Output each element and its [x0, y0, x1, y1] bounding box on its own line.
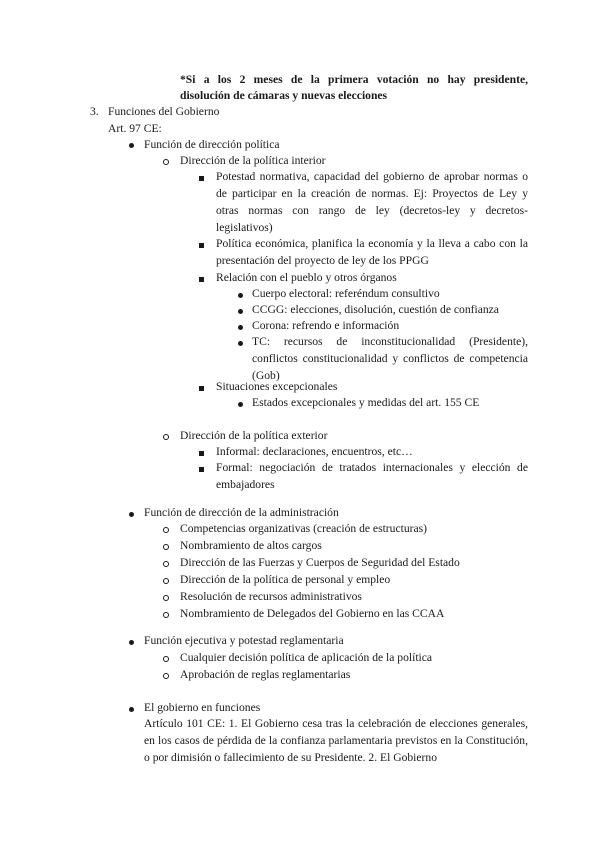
item-relacion: Relación con el pueblo y otros órganos — [216, 271, 397, 284]
bullet-dot-icon — [129, 512, 134, 517]
item-admin-1: Competencias organizativas (creación de estructuras) — [180, 522, 428, 535]
heading-en-funciones: El gobierno en funciones — [144, 701, 261, 714]
bullet-circle-icon — [163, 434, 169, 440]
item-tc: TC: recursos de inconstitucionalidad (Presidente), conflictos constitucionalidad y conflictos de competencia (Gob) — [252, 335, 528, 382]
item-formal: Formal: negociación de tratados internacionales y elección de embajadores — [216, 461, 528, 491]
section-number: 3. — [90, 105, 99, 118]
bullet-circle-icon — [163, 673, 169, 679]
bullet-dot-icon — [238, 309, 243, 314]
item-ejecutiva-1: Cualquier decisión política de aplicación de la política — [180, 651, 433, 664]
item-admin-6: Nombramiento de Delegados del Gobierno en las CCAA — [180, 607, 445, 620]
bullet-square-icon — [199, 386, 204, 391]
bullet-dot-icon — [238, 341, 243, 346]
bullet-square-icon — [199, 243, 204, 248]
bullet-circle-icon — [163, 612, 169, 618]
bullet-dot-icon — [129, 143, 134, 148]
bullet-square-icon — [199, 176, 204, 181]
item-politica-economica: Política económica, planifica la economía y la lleva a cabo con la presentación del proyecto de ley de los PPGG — [216, 237, 528, 267]
bullet-square-icon — [199, 451, 204, 456]
bullet-circle-icon — [163, 527, 169, 533]
heading-politica-interior: Dirección de la política interior — [180, 154, 326, 167]
bullet-circle-icon — [163, 578, 169, 584]
article-101-text: Artículo 101 CE: 1. El Gobierno cesa tras la celebración de elecciones generales, en los casos de pérdida de la confianza parlamentaria previstos en la Constitución, o por dimisión o fallecimiento de su Presidente. 2. El Gobierno — [144, 717, 528, 764]
heading-politica-exterior: Dirección de la política exterior — [180, 429, 328, 442]
item-ccgg: CCGG: elecciones, disolución, cuestión de confianza — [252, 303, 499, 316]
note-line-2: disolución de cámaras y nuevas elecciones — [180, 89, 388, 102]
item-admin-5: Resolución de recursos administrativos — [180, 590, 362, 603]
bullet-circle-icon — [163, 544, 169, 550]
bullet-circle-icon — [163, 561, 169, 567]
bullet-dot-icon — [238, 325, 243, 330]
note-line-1: *Si a los 2 meses de la primera votación no hay presidente, — [180, 73, 528, 86]
item-ejecutiva-2: Aprobación de reglas reglamentarias — [180, 668, 351, 681]
bullet-dot-icon — [129, 707, 134, 712]
bullet-square-icon — [199, 467, 204, 472]
bullet-dot-icon — [238, 402, 243, 407]
heading-administracion: Función de dirección de la administración — [144, 506, 339, 519]
bullet-circle-icon — [163, 159, 169, 165]
item-admin-2: Nombramiento de altos cargos — [180, 539, 322, 552]
item-corona: Corona: refrendo e información — [252, 319, 400, 332]
article-reference: Art. 97 CE: — [108, 122, 162, 135]
item-admin-3: Dirección de las Fuerzas y Cuerpos de Seguridad del Estado — [180, 556, 460, 569]
bullet-dot-icon — [129, 640, 134, 645]
item-cuerpo-electoral: Cuerpo electoral: referéndum consultivo — [252, 287, 440, 300]
item-situaciones-excepcionales: Situaciones excepcionales — [216, 380, 338, 393]
item-estados-excepcionales: Estados excepcionales y medidas del art. 155 CE — [252, 396, 480, 409]
bullet-circle-icon — [163, 595, 169, 601]
bullet-square-icon — [199, 277, 204, 282]
item-admin-4: Dirección de la política de personal y empleo — [180, 573, 391, 586]
heading-direccion-politica: Función de dirección política — [144, 138, 280, 151]
item-potestad-normativa: Potestad normativa, capacidad del gobierno de aprobar normas o de participar en la creación de normas. Ej: Proyectos de Ley y otras normas con rango de ley (decretos-ley y decretos-legislativos) — [216, 170, 528, 234]
bullet-dot-icon — [238, 293, 243, 298]
section-title: Funciones del Gobierno — [108, 105, 220, 118]
item-informal: Informal: declaraciones, encuentros, etc… — [216, 445, 413, 458]
heading-ejecutiva: Función ejecutiva y potestad reglamentaria — [144, 634, 344, 647]
bullet-circle-icon — [163, 656, 169, 662]
